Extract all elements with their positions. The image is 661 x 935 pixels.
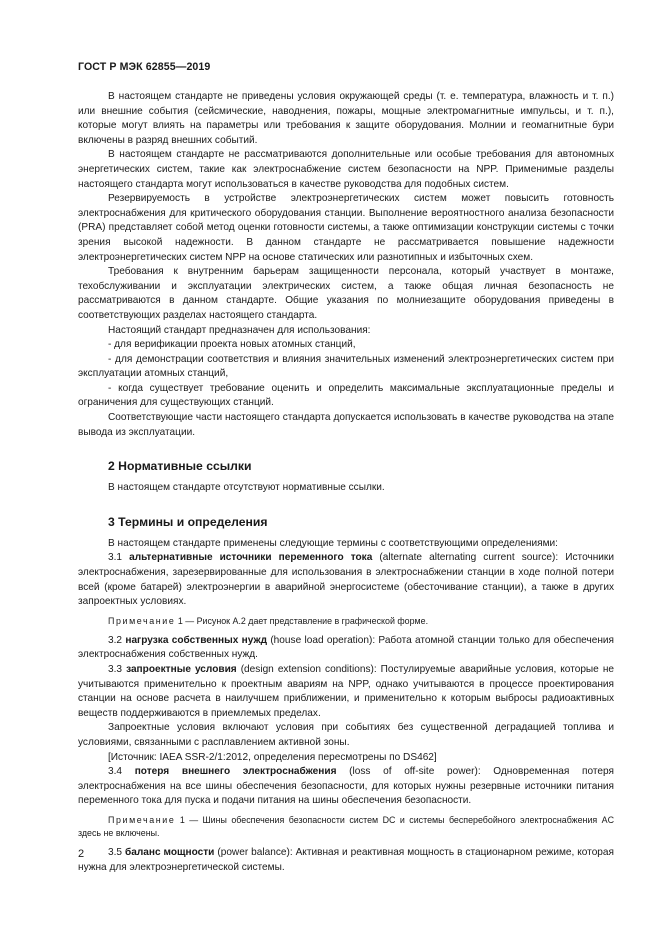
term-3-3 xyxy=(78,663,614,721)
term-name: альтернативные источники переменного тока xyxy=(129,552,373,564)
term-definition: (alternate alternating current source): Источники электроснабжения, зарезервированные для использования в электроснабжении станции в ходе полной потери всей (кроме батарей) электроэнергии в аварийной энергосистеме (обесточивание станции), а также в других запроектных условиях. xyxy=(78,552,614,608)
term-number: 3.4 xyxy=(108,766,135,778)
note-2 xyxy=(78,814,614,840)
intro-closing: Соответствующие части настоящего стандарта допускается использовать в качестве руководства на этапе вывода из эксплуатации. xyxy=(78,412,614,438)
intro-paragraph: Резервируемость в устройстве электроэнергетических систем может повысить готовность электроснабжения для критического оборудования станции. Выполнение вероятностного анализа безопасности (PRA) представляет собой метод оценки готовности системы, а также оптимизации конструкции системы с точки зрения высокой надежности. В данном стандарте не рассматривается повышение надежности электроэнергетических систем NPP на основе статических или разнотипных и избыточных схем. xyxy=(78,193,614,263)
term-definition: (power balance): Активная и реактивная мощность в стационарном режиме, которая нужна для электроэнергетической системы. xyxy=(78,846,614,873)
term-definition: (house load operation): Работа атомной станции только для обеспечения электроснабжения собственных нужд. xyxy=(78,634,614,661)
term-name: запроектные условия xyxy=(126,664,237,675)
note-text: 1 — Рисунок А.2 дает представление в графической форме. xyxy=(175,615,429,626)
term-name: нагрузка собственных нужд xyxy=(125,634,268,646)
term-number: 3.3 xyxy=(108,664,127,675)
term-3-2 xyxy=(78,634,614,663)
page-header: ГОСТ Р МЭК 62855—2019 xyxy=(78,61,211,73)
list-item: - когда существует требование оценить и определить максимальные эксплуатационные пределы и ограничения для существующих станций. xyxy=(78,382,614,409)
intro-paragraph: В настоящем стандарте не рассматриваются дополнительные или особые требования для автономных энергетических систем, такие как электроснабжение систем безопасности на NPP. Применимые разделы настоящего стандарта могут использоваться в качестве руководства для подобных систем. xyxy=(78,149,614,190)
page-content xyxy=(78,90,614,875)
section-3-heading: 3 Термины и определения xyxy=(108,514,268,529)
note-label: Примечание xyxy=(108,814,176,825)
list-item: - для демонстрации соответствия и влияния значительных изменений электроэнергетических систем при эксплуатации атомных станций, xyxy=(78,353,614,380)
intro-paragraph: Настоящий стандарт предназначен для использования: xyxy=(108,324,371,336)
term-definition: (loss of off-site power): Одновременная потеря электроснабжения на все шины обеспечения безопасности, для которых нужны резервные источники питания переменного тока для пуска и подачи питания на шины обеспечения безопасности. xyxy=(78,766,614,807)
term-3-3-extra: Запроектные условия включают условия при событиях без существенной деградацией топлива и условиями, связанными с расплавлением активной зоны. xyxy=(78,722,614,748)
term-number: 3.5 xyxy=(108,846,125,858)
term-3-5 xyxy=(78,846,614,875)
note-text: 1 — Шины обеспечения безопасности систем DC и системы бесперебойного электроснабжения AC здесь не включены. xyxy=(78,814,614,838)
term-3-3-source: [Источник: IAEA SSR-2/1:2012, определения пересмотрены по DS462] xyxy=(108,751,437,763)
intro-paragraph: В настоящем стандарте не приведены условия окружающей среды (т. е. температура, влажность и т. п.) или внешние события (сейсмические, наводнения, пожары, мощные электромагнитные импульсы, и т. п.), которые могут влиять на параметры или требования к защите оборудования. Молнии и геомагнитные бури включены в разряд внешних событий. xyxy=(78,91,614,146)
term-number: 3.2 xyxy=(108,634,126,646)
term-name: баланс мощности xyxy=(124,846,215,858)
term-3-4 xyxy=(78,765,614,809)
term-number: 3.1 xyxy=(108,552,130,564)
term-3-1 xyxy=(78,551,614,609)
term-name: потеря внешнего электроснабжения xyxy=(134,766,337,778)
term-definition: (design extension conditions): Постулируемые аварийные условия, которые не учитываются применительно к проектным авариям на NPP, однако учитываются в процессе проектирования станции на основе расчета в наилучшем приближении, и применительно к которым выбросы радиоактивных веществ поддерживаются в приемлемых пределах. xyxy=(78,664,615,719)
note-label: Примечание xyxy=(108,615,176,626)
page-number: 2 xyxy=(78,848,85,860)
intro-paragraph: Требования к внутренним барьерам защищенности персонала, который участвует в монтаже, техобслуживании и эксплуатации электрических систем, а также общая личная безопасность не рассматриваются в данном стандарте. Общие указания по молниезащите оборудования приведены в соответствующих разделах настоящего стандарта. xyxy=(78,266,614,321)
section-3-lead: В настоящем стандарте применены следующие термины с соответствующими определениями: xyxy=(108,537,558,549)
list-item: - для верификации проекта новых атомных станций, xyxy=(108,339,356,351)
section-2-heading: 2 Нормативные ссылки xyxy=(108,459,252,474)
note-1 xyxy=(78,615,614,628)
section-2-text: В настоящем стандарте отсутствуют нормативные ссылки. xyxy=(108,482,385,494)
